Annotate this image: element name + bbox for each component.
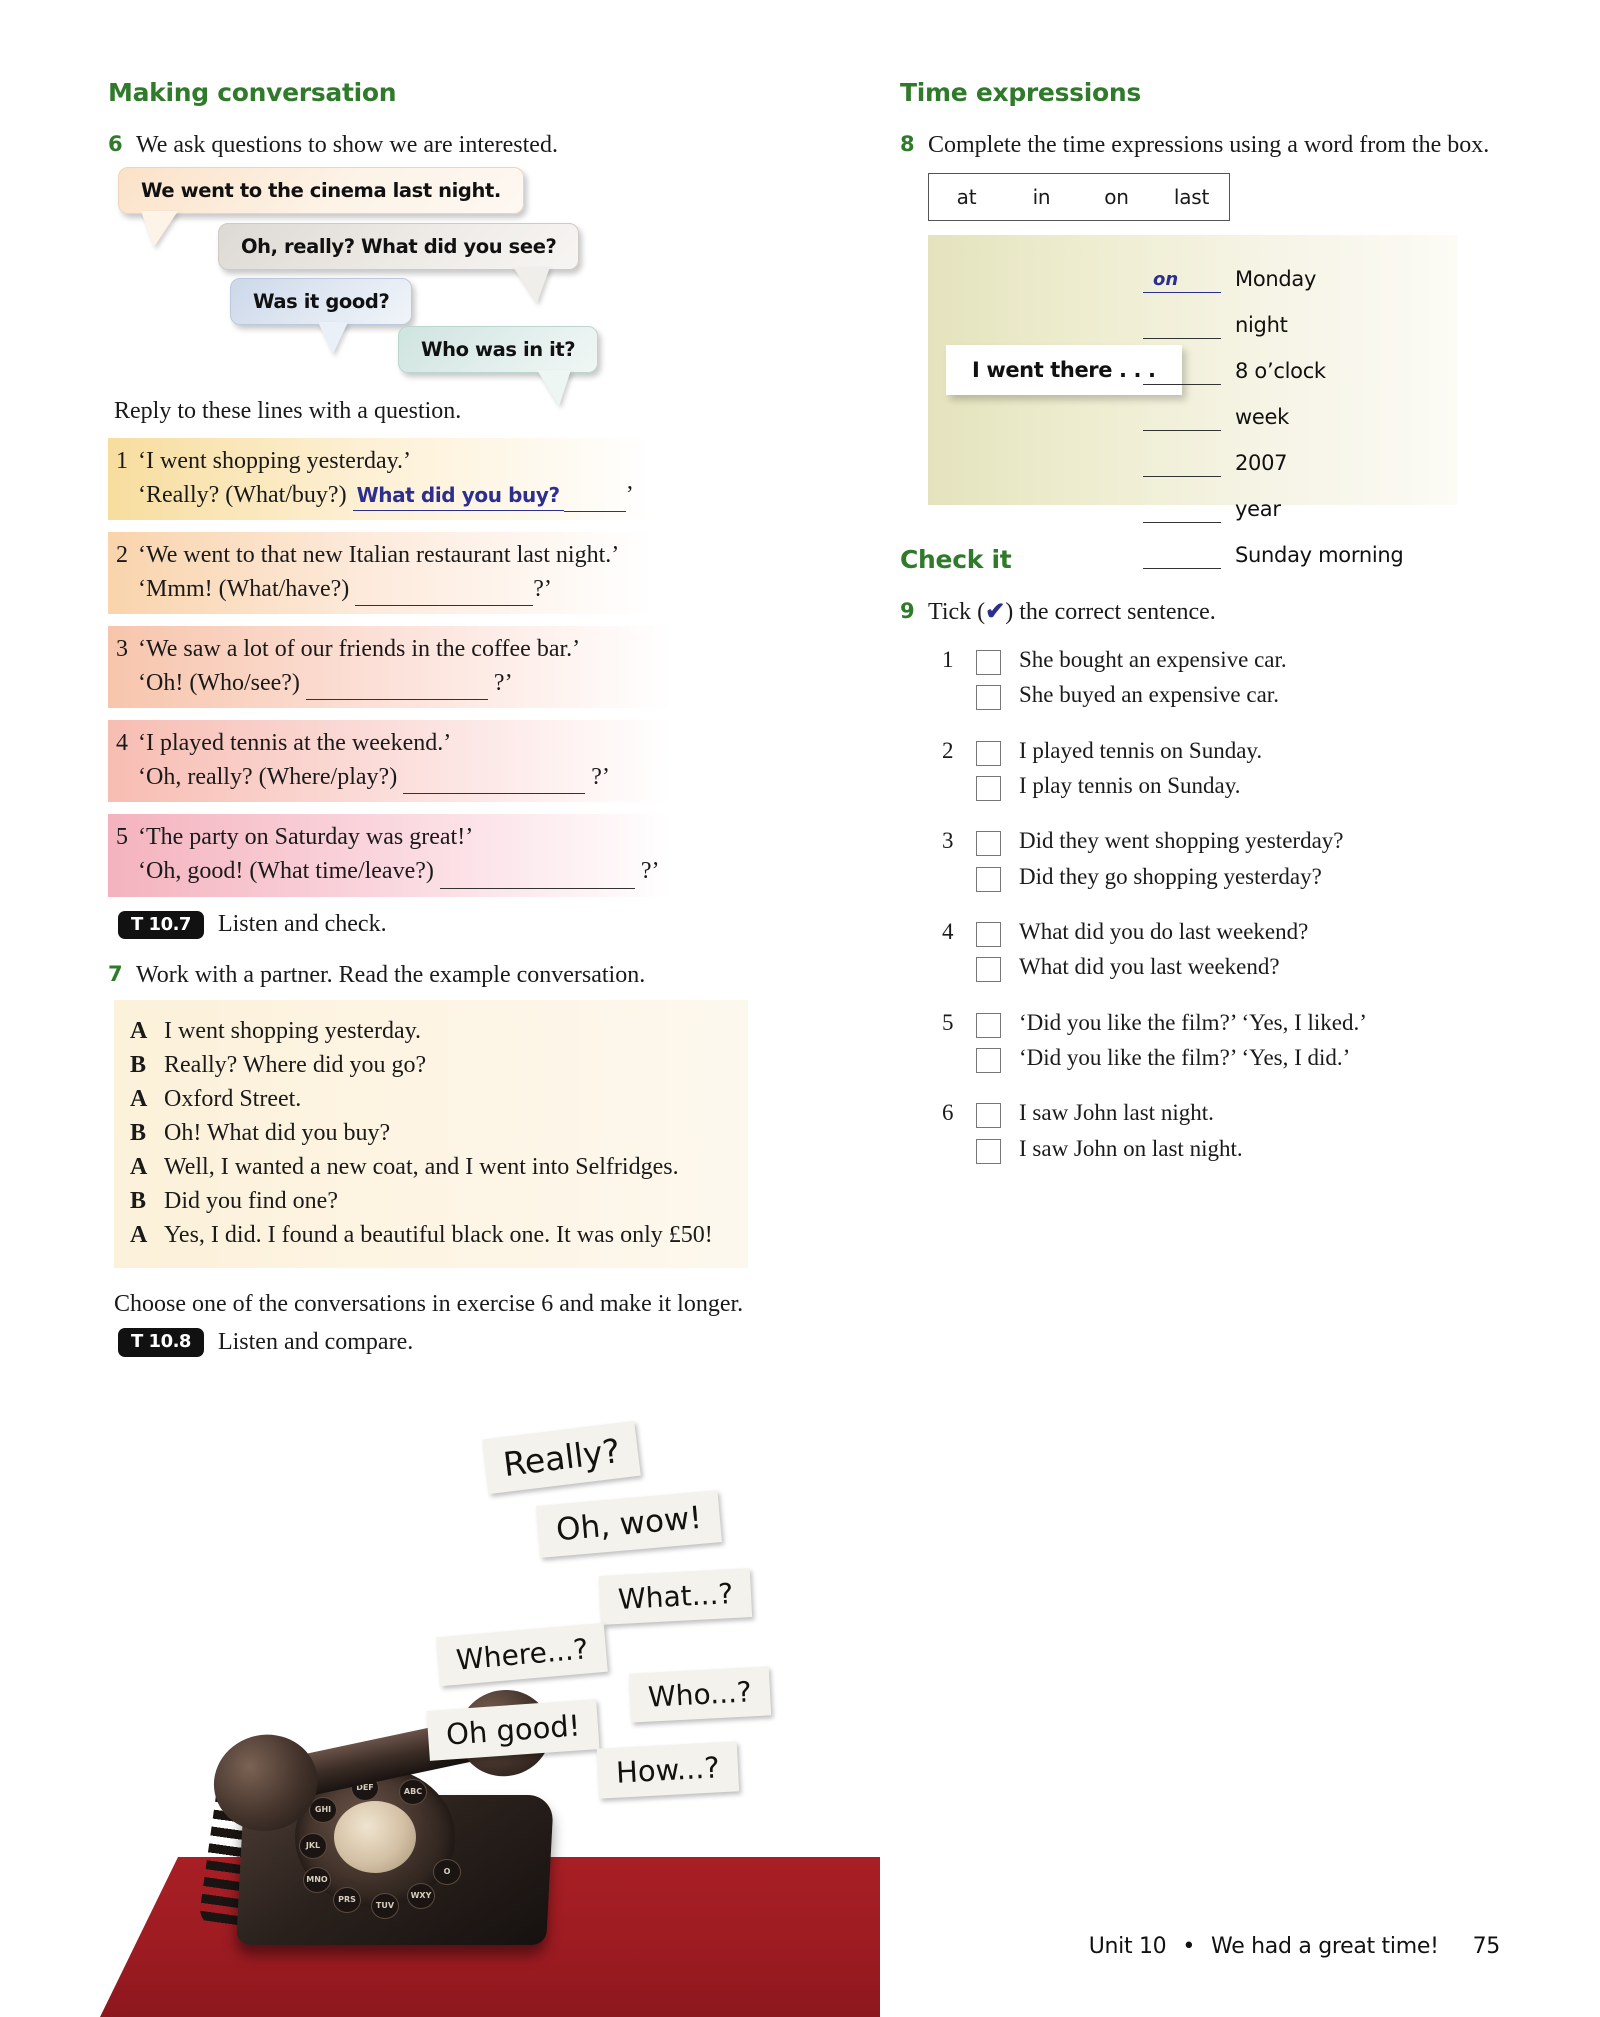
time-expressions-card: I went there . . . — [946, 345, 1182, 395]
speech-bubble-tail-icon — [537, 370, 571, 406]
dialogue-speaker: B — [130, 1188, 147, 1215]
reply-item-3-answer-blank[interactable] — [306, 679, 488, 700]
exercise-8 — [900, 129, 1500, 161]
check-group-4 — [942, 917, 1500, 988]
time-expression-row — [1143, 523, 1403, 569]
audio-row-t107 — [118, 911, 748, 940]
reply-item-2-number: 2 — [116, 541, 128, 568]
reply-item-4-answer-blank[interactable] — [403, 773, 585, 794]
reply-item-4-number: 4 — [116, 730, 128, 757]
reply-item-5-cue: ‘Oh, good! (What time/leave?) — [138, 858, 434, 885]
time-expression-blank-1[interactable] — [1143, 266, 1221, 293]
footer-separator: • — [1182, 1934, 1196, 1959]
sticky-note-oh-wow: Oh, wow! — [536, 1490, 722, 1558]
speech-bubble-group — [108, 167, 748, 387]
dial-hole-tuv: TUV — [371, 1893, 399, 1919]
checkbox[interactable] — [976, 741, 1001, 766]
dialogue-text: Did you find one? — [164, 1188, 338, 1215]
speech-bubble-1 — [118, 167, 524, 214]
time-expression-label-5: 2007 — [1235, 451, 1288, 476]
check-option-text: I saw John on last night. — [1019, 1135, 1243, 1161]
speech-bubble-1-text: We went to the cinema last night. — [141, 179, 501, 203]
reply-item-1-line1 — [116, 444, 740, 478]
dialogue-line — [130, 1184, 732, 1218]
tick-icon: ✔ — [985, 599, 1006, 626]
word-box-option-at[interactable]: at — [956, 185, 977, 210]
checkbox[interactable] — [976, 776, 1001, 801]
dialogue-speaker: A — [130, 1154, 148, 1181]
dial-hole-o: O — [433, 1859, 461, 1885]
reply-item-3-prompt: ‘We saw a lot of our friends in the coffee bar.’ — [138, 636, 581, 663]
reply-item-5-line1 — [116, 820, 740, 854]
dialogue-line — [130, 1218, 732, 1252]
exercise-6 — [108, 129, 748, 161]
check-group-2-number: 2 — [942, 737, 954, 763]
dialogue-text: Yes, I did. I found a beautiful black one. It was only £50! — [164, 1222, 713, 1249]
check-option[interactable] — [976, 736, 1500, 766]
word-box-option-on[interactable]: on — [1104, 185, 1129, 210]
time-expression-row — [1143, 431, 1403, 477]
check-group-6-number: 6 — [942, 1100, 954, 1126]
check-option[interactable] — [976, 1008, 1500, 1038]
check-group-1 — [942, 645, 1500, 716]
check-option[interactable] — [976, 952, 1500, 982]
time-expression-blank-7[interactable] — [1143, 542, 1221, 569]
reply-item-2-line1 — [116, 538, 740, 572]
reply-item-2-prompt: ‘We went to that new Italian restaurant last night.’ — [138, 541, 620, 568]
reply-item-4 — [108, 720, 748, 802]
exercise-9-instruction-after: ) the correct sentence. — [1005, 599, 1216, 626]
dialogue-text: Oh! What did you buy? — [164, 1119, 391, 1146]
time-expression-blank-4[interactable] — [1143, 404, 1221, 431]
speech-bubble-2 — [218, 223, 579, 270]
speech-bubble-4 — [398, 326, 598, 373]
exercise-6-lead-in: Reply to these lines with a question. — [114, 398, 462, 425]
audio-tag-t107[interactable]: T 10.7 — [118, 911, 204, 940]
check-option-text: ‘Did you like the film?’ ‘Yes, I did.’ — [1019, 1045, 1351, 1071]
dialogue-line — [130, 1082, 732, 1116]
speech-bubble-3 — [230, 278, 412, 325]
check-group-3-number: 3 — [942, 828, 954, 854]
exercise-9-instruction — [928, 596, 1500, 628]
exercise-7 — [108, 959, 748, 991]
reply-item-1-close-quote: ’ — [625, 481, 634, 508]
exercise-6-number: 6 — [108, 132, 123, 156]
reply-item-1-cue: ‘Really? (What/buy?) — [138, 481, 347, 508]
exercise-6-instruction: We ask questions to show we are interested. — [136, 132, 558, 158]
exercise-7-instruction: Work with a partner. Read the example conversation. — [136, 962, 646, 989]
time-expression-label-6: year — [1235, 497, 1281, 522]
left-column — [108, 78, 748, 1377]
time-expression-label-4: week — [1235, 405, 1289, 430]
speech-bubble-3-text: Was it good? — [253, 290, 390, 314]
dialogue-speaker: B — [130, 1051, 147, 1078]
dialogue-line — [130, 1048, 732, 1082]
reply-item-5-line2 — [116, 854, 740, 888]
exercise-9-number: 9 — [900, 599, 915, 624]
exercise-8-instruction: Complete the time expressions using a word from the box. — [928, 132, 1490, 158]
reply-item-3-line1 — [116, 632, 740, 666]
reply-item-1-answer-blank[interactable] — [564, 490, 626, 512]
dial-hole-wxy: WXY — [407, 1883, 435, 1909]
dialogue-line — [130, 1116, 732, 1150]
word-box-option-last[interactable]: last — [1173, 185, 1210, 210]
checkbox[interactable] — [976, 1048, 1001, 1073]
reply-item-3-line2 — [116, 666, 740, 700]
sticky-note-really: Really? — [482, 1421, 641, 1494]
check-option[interactable] — [976, 680, 1500, 710]
time-expression-label-1: Monday — [1235, 267, 1317, 292]
footer-page-number: 75 — [1472, 1934, 1500, 1959]
reply-item-3-cue: ‘Oh! (Who/see?) — [138, 670, 300, 697]
example-dialogue-panel — [114, 1000, 748, 1269]
reply-item-1-answer[interactable]: What did you buy? — [353, 481, 564, 511]
speech-bubble-tail-icon — [141, 211, 178, 247]
time-expressions-list — [1143, 247, 1403, 569]
section-title-time-expressions: Time expressions — [900, 78, 1141, 107]
speech-bubble-4-text: Who was in it? — [421, 338, 576, 362]
time-expression-row — [1143, 247, 1403, 293]
reply-item-3-number: 3 — [116, 636, 128, 663]
check-group-2 — [942, 736, 1500, 807]
dialogue-text: Really? Where did you go? — [164, 1051, 427, 1078]
sticky-note-where: Where...? — [436, 1623, 608, 1686]
dialogue-text: I went shopping yesterday. — [164, 1017, 422, 1044]
telephone-photo — [100, 1420, 990, 2017]
dial-hole-mno: MNO — [303, 1867, 331, 1893]
checkbox[interactable] — [976, 1139, 1001, 1164]
check-option-text: What did you last weekend? — [1019, 954, 1280, 980]
dial-hole-jkl: JKL — [299, 1833, 327, 1859]
reply-item-4-prompt: ‘I played tennis at the weekend.’ — [138, 730, 452, 757]
check-option-text: I play tennis on Sunday. — [1019, 772, 1241, 798]
footer-title: We had a great time! — [1211, 1934, 1439, 1959]
audio-label-t108: Listen and compare. — [217, 1328, 414, 1355]
footer-unit: Unit 10 — [1088, 1934, 1167, 1959]
check-option-text: ‘Did you like the film?’ ‘Yes, I liked.’ — [1019, 1009, 1367, 1035]
audio-label-t107: Listen and check. — [217, 911, 387, 938]
time-expression-blank-2[interactable] — [1143, 312, 1221, 339]
time-expression-row — [1143, 293, 1403, 339]
exercise-7-number: 7 — [108, 962, 123, 987]
reply-item-4-line1 — [116, 726, 740, 760]
checkbox[interactable] — [976, 685, 1001, 710]
speech-bubble-tail-icon — [318, 322, 348, 354]
exercise-9-instruction-before: Tick ( — [928, 599, 986, 626]
sticky-note-how: How...? — [597, 1741, 739, 1798]
check-option[interactable] — [976, 771, 1500, 801]
dialogue-line — [130, 1014, 732, 1048]
sticky-note-who: Who...? — [629, 1666, 771, 1722]
reply-item-2-cue: ‘Mmm! (What/have?) — [138, 576, 350, 603]
reply-item-2-line2 — [116, 572, 740, 606]
check-option[interactable] — [976, 1043, 1500, 1073]
check-group-3 — [942, 826, 1500, 897]
check-option[interactable] — [976, 862, 1500, 892]
word-box — [928, 173, 1230, 221]
check-option-text: Did they go shopping yesterday? — [1019, 863, 1322, 889]
page-footer — [1089, 1934, 1500, 1959]
dialogue-text: Well, I wanted a new coat, and I went into Selfridges. — [164, 1154, 679, 1181]
reply-item-4-cue: ‘Oh, really? (Where/play?) — [138, 764, 398, 791]
check-group-5-number: 5 — [942, 1009, 954, 1035]
check-option-text: Did they went shopping yesterday? — [1019, 828, 1344, 854]
checkbox[interactable] — [976, 1013, 1001, 1038]
check-option[interactable] — [976, 826, 1500, 856]
time-expression-answer-1: on — [1153, 269, 1179, 291]
reply-item-5-close-quote: ?’ — [640, 858, 660, 885]
word-box-option-in[interactable]: in — [1032, 185, 1051, 210]
exercise-9 — [900, 596, 1500, 628]
dial-hole-ghi: GHI — [309, 1797, 337, 1823]
check-group-5 — [942, 1008, 1500, 1079]
dial-hole-prs: PRS — [333, 1887, 361, 1913]
checkbox[interactable] — [976, 1103, 1001, 1128]
reply-item-5-answer-blank[interactable] — [440, 868, 635, 889]
reply-item-5-number: 5 — [116, 824, 128, 851]
check-option-text: She bought an expensive car. — [1019, 646, 1287, 672]
section-title-check-it: Check it — [900, 545, 1012, 575]
reply-item-1 — [108, 438, 748, 520]
check-group-6 — [942, 1098, 1500, 1169]
check-it-list — [942, 645, 1500, 1169]
check-option[interactable] — [976, 1098, 1500, 1128]
audio-tag-t108[interactable]: T 10.8 — [118, 1328, 204, 1357]
checkbox[interactable] — [976, 867, 1001, 892]
time-expression-row — [1143, 385, 1403, 431]
reply-item-2-answer-blank[interactable] — [355, 585, 533, 606]
dialogue-speaker: A — [130, 1085, 148, 1112]
reply-item-3 — [108, 626, 748, 708]
dial-hole-def: DEF — [351, 1775, 379, 1801]
reply-item-3-close-quote: ?’ — [493, 670, 513, 697]
dialogue-speaker: A — [130, 1222, 148, 1249]
time-expression-label-7: Sunday morning — [1235, 543, 1404, 568]
speech-bubble-2-text: Oh, really? What did you see? — [241, 235, 557, 259]
sticky-note-oh-good: Oh good! — [426, 1699, 599, 1761]
checkbox[interactable] — [976, 922, 1001, 947]
check-option-text: I saw John last night. — [1019, 1100, 1214, 1126]
checkbox[interactable] — [976, 957, 1001, 982]
dialogue-speaker: A — [130, 1017, 148, 1044]
reply-item-5-prompt: ‘The party on Saturday was great!’ — [138, 824, 474, 851]
right-column — [900, 78, 1500, 1189]
sticky-note-what: What...? — [599, 1568, 752, 1625]
dialogue-line — [130, 1150, 732, 1184]
time-expression-blank-5[interactable] — [1143, 450, 1221, 477]
reply-item-1-number: 1 — [116, 447, 128, 474]
audio-row-t108 — [118, 1328, 748, 1357]
reply-item-2-close-quote: ?’ — [533, 576, 552, 603]
time-expression-row — [1143, 477, 1403, 523]
check-option-text: I played tennis on Sunday. — [1019, 737, 1263, 763]
exercise-7-after-note: Choose one of the conversations in exercise 6 and make it longer. — [114, 1291, 744, 1318]
check-option[interactable] — [976, 1134, 1500, 1164]
check-option[interactable] — [976, 917, 1500, 947]
dialogue-speaker: B — [130, 1119, 147, 1146]
checkbox[interactable] — [976, 650, 1001, 675]
check-option-text: She buyed an expensive car. — [1019, 682, 1279, 708]
checkbox[interactable] — [976, 831, 1001, 856]
check-group-4-number: 4 — [942, 918, 954, 944]
dial-hole-abc: ABC — [399, 1779, 427, 1805]
time-expression-label-3: 8 o’clock — [1235, 359, 1326, 384]
time-expression-blank-6[interactable] — [1143, 496, 1221, 523]
time-expression-blank-3[interactable] — [1143, 358, 1221, 385]
time-expression-row — [1143, 339, 1403, 385]
check-option-text: What did you do last weekend? — [1019, 918, 1309, 944]
speech-bubble-tail-icon — [513, 267, 550, 303]
exercise-8-number: 8 — [900, 132, 915, 156]
reply-item-5 — [108, 814, 748, 896]
time-expression-label-2: night — [1235, 313, 1288, 338]
check-option[interactable] — [976, 645, 1500, 675]
reply-item-1-prompt: ‘I went shopping yesterday.’ — [138, 447, 412, 474]
reply-item-2 — [108, 532, 748, 614]
section-title-making-conversation: Making conversation — [108, 78, 397, 107]
check-group-1-number: 1 — [942, 646, 954, 672]
reply-item-4-line2 — [116, 760, 740, 794]
dialogue-text: Oxford Street. — [164, 1085, 302, 1112]
reply-item-1-line2 — [116, 478, 740, 512]
reply-item-4-close-quote: ?’ — [591, 764, 610, 791]
